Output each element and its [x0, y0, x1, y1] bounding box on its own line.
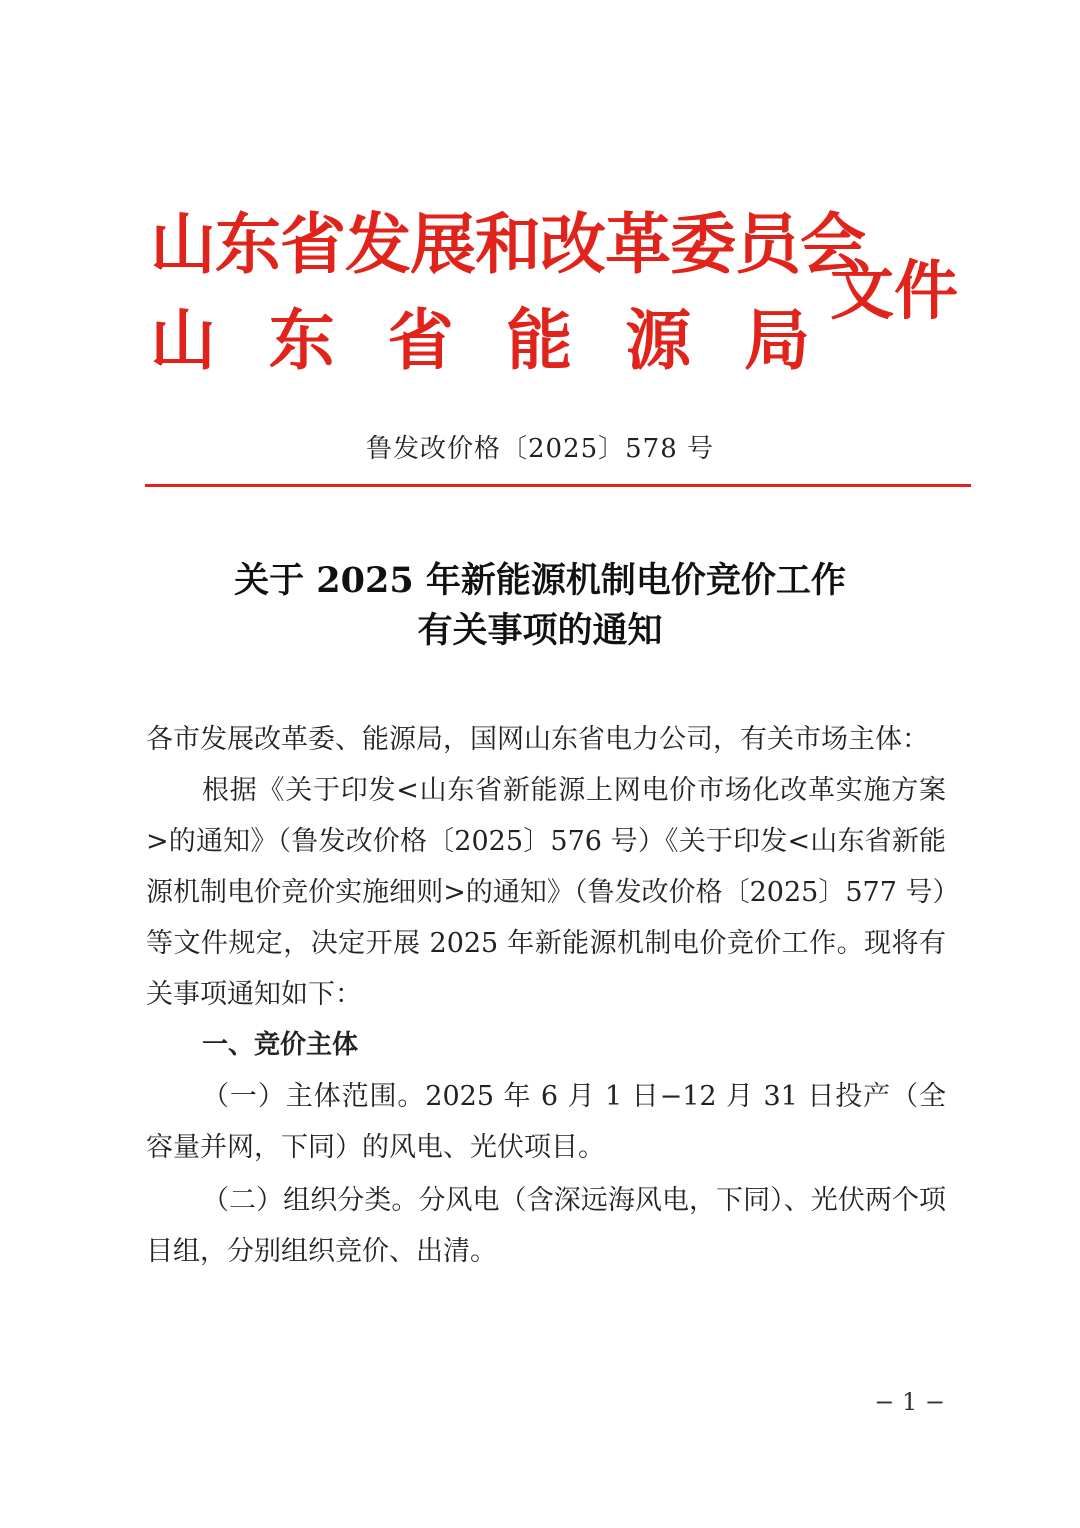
paragraph: （二）组织分类。分风电（含深远海风电，下同）、光伏两个项目组，分别组织竞价、出清。: [146, 1185, 946, 1267]
issuer-char: 山: [150, 301, 216, 379]
issuer-char: 局: [743, 301, 810, 379]
paragraph: 根据《关于印发<山东省新能源上网电价市场化改革实施方案>的通知》（鲁发改价格〔2025〕576 号）《关于印发<山东省新能源机制电价竞价实施细则>的通知》（鲁发改价格〔2025〕577 号）等文件规定，决定开展 2025 年新能源机制电价竞价工作。现将有关事项通知如下：: [146, 775, 946, 1010]
document-suffix: 文件: [830, 254, 958, 329]
title-line-1: 关于 2025 年新能源机制电价竞价工作: [234, 560, 846, 601]
paragraph: （一）主体范围。2025 年 6 月 1 日−12 月 31 日投产（全容量并网，下同）的风电、光伏项目。: [146, 1081, 946, 1163]
document-body: [146, 714, 946, 1277]
document-number: 鲁发改价格〔2025〕578 号: [365, 434, 715, 464]
red-divider: [145, 484, 971, 487]
issuer-char: 能: [506, 301, 573, 379]
document-title: [0, 556, 1080, 656]
issuer-char: 省: [387, 301, 454, 379]
document-header: [150, 204, 960, 384]
page-number: − 1 −: [874, 1388, 945, 1416]
salutation: 各市发展改革委、能源局，国网山东省电力公司，有关市场主体：: [146, 724, 929, 755]
issuer-char: 源: [625, 301, 692, 379]
issuer-char: 东: [268, 301, 335, 379]
issuer-name-line-1: 山东省发展和改革委员会: [150, 205, 865, 283]
title-line-2: 有关事项的通知: [417, 610, 663, 651]
issuer-name-line-2: [150, 300, 810, 380]
section-heading: 一、竞价主体: [202, 1030, 359, 1060]
